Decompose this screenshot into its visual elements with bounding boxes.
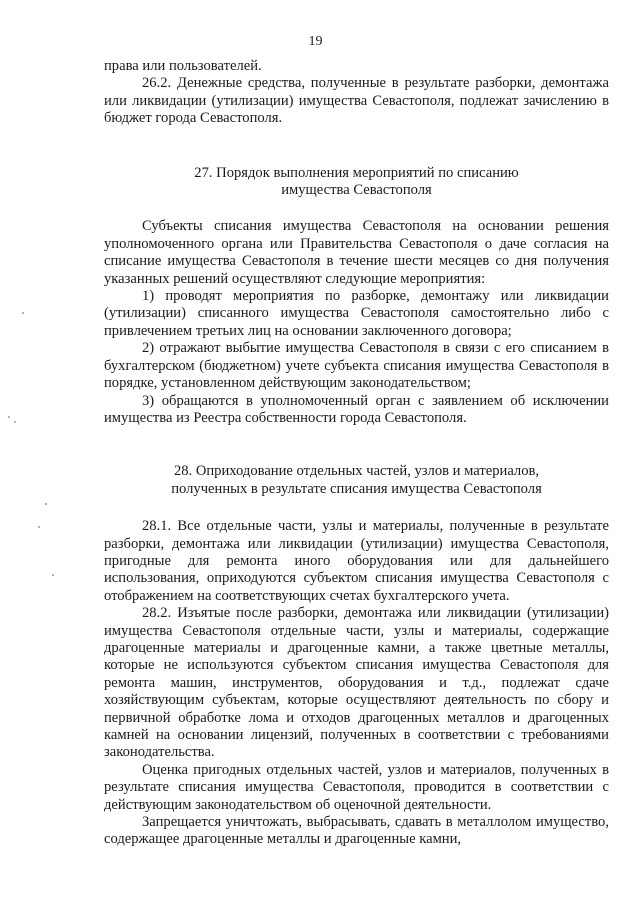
paragraph-28-prohibition: Запрещается уничтожать, выбрасывать, сдавать в металлолом имущество, содержащее драгоценные металлы и драгоценные камни, [104,814,609,848]
section-27-heading-line1: 27. Порядок выполнения мероприятий по списанию [194,164,519,181]
paragraph-27-main: Субъекты списания имущества Севастополя на основании решения уполномоченного органа или Правительства Севастополя о даче согласия на списание имущества Севастополя в течение шести месяцев со дня получения указанных решений осуществляют следующие мероприятия: [104,218,609,287]
scan-speck [52,574,54,576]
section-28-heading-line1: 28. Оприходование отдельных частей, узлов и материалов, [173,463,540,480]
paragraph-27-item1: 1) проводят мероприятия по разборке, демонтажу или ликвидации (утилизации) списанного имущества Севастополя самостоятельно либо с привлечением третьих лиц на основании заключенного договора; [104,288,609,339]
scan-speck [45,503,47,505]
section-28-heading-line2: полученных в результате списания имущества Севастополя [171,480,542,497]
paragraph-28-assessment: Оценка пригодных отдельных частей, узлов и материалов, полученных в результате списания имущества Севастополя, проводится в соответствии с действующим законодательством об оценочной деятельности. [104,761,609,813]
paragraph-26-2: 26.2. Денежные средства, полученные в результате разборки, демонтажа или ликвидации (утилизации) имущества Севастополя, подлежат зачислению в бюджет города Севастополя. [104,75,609,127]
page-number: 19 [308,34,323,49]
scan-speck [14,421,16,423]
section-27-heading-line2: имущества Севастополя [281,182,432,199]
paragraph-fragment: права или пользователей. [104,58,262,74]
paragraph-27-item2: 2) отражают выбытие имущества Севастополя в связи с его списанием в бухгалтерском (бюджетном) учете субъекта списания имущества Севастополя в порядке, установленном действующим законодательством; [104,340,609,392]
paragraph-27-item3: 3) обращаются в уполномоченный орган с заявлением об исключении имущества из Реестра собственности города Севастополя. [104,392,609,426]
document-body [104,58,609,849]
paragraph-28-2: 28.2. Изъятые после разборки, демонтажа или ликвидации (утилизации) имущества Севастополя отдельные части, узлы и материалы, содержащие драгоценные материалы и драгоценные камни, а также цветные металлы, которые не используются субъектом списания имущества Севастополя для ремонта машин, инструментов, оборудования и т.д., подлежат сдаче хозяйствующим субъектам, которые осуществляют деятельность по сбору и первичной обработке лома и отходов драгоценных металлов и драгоценных камней на основании лицензий, полученных в соответствии с требованиями законодательства. [104,605,609,761]
scan-speck [8,416,10,418]
paragraph-28-1: 28.1. Все отдельные части, узлы и материалы, полученные в результате разборки, демонтажа или ликвидации (утилизации) имущества Севастополя, пригодные для ремонта иного оборудования или для дальнейшего использования, оприходуются субъектом списания имущества Севастополя с отображением на соответствующих счетах бухгалтерского учета. [104,518,609,604]
scan-speck [22,312,24,314]
scan-speck [38,526,40,528]
